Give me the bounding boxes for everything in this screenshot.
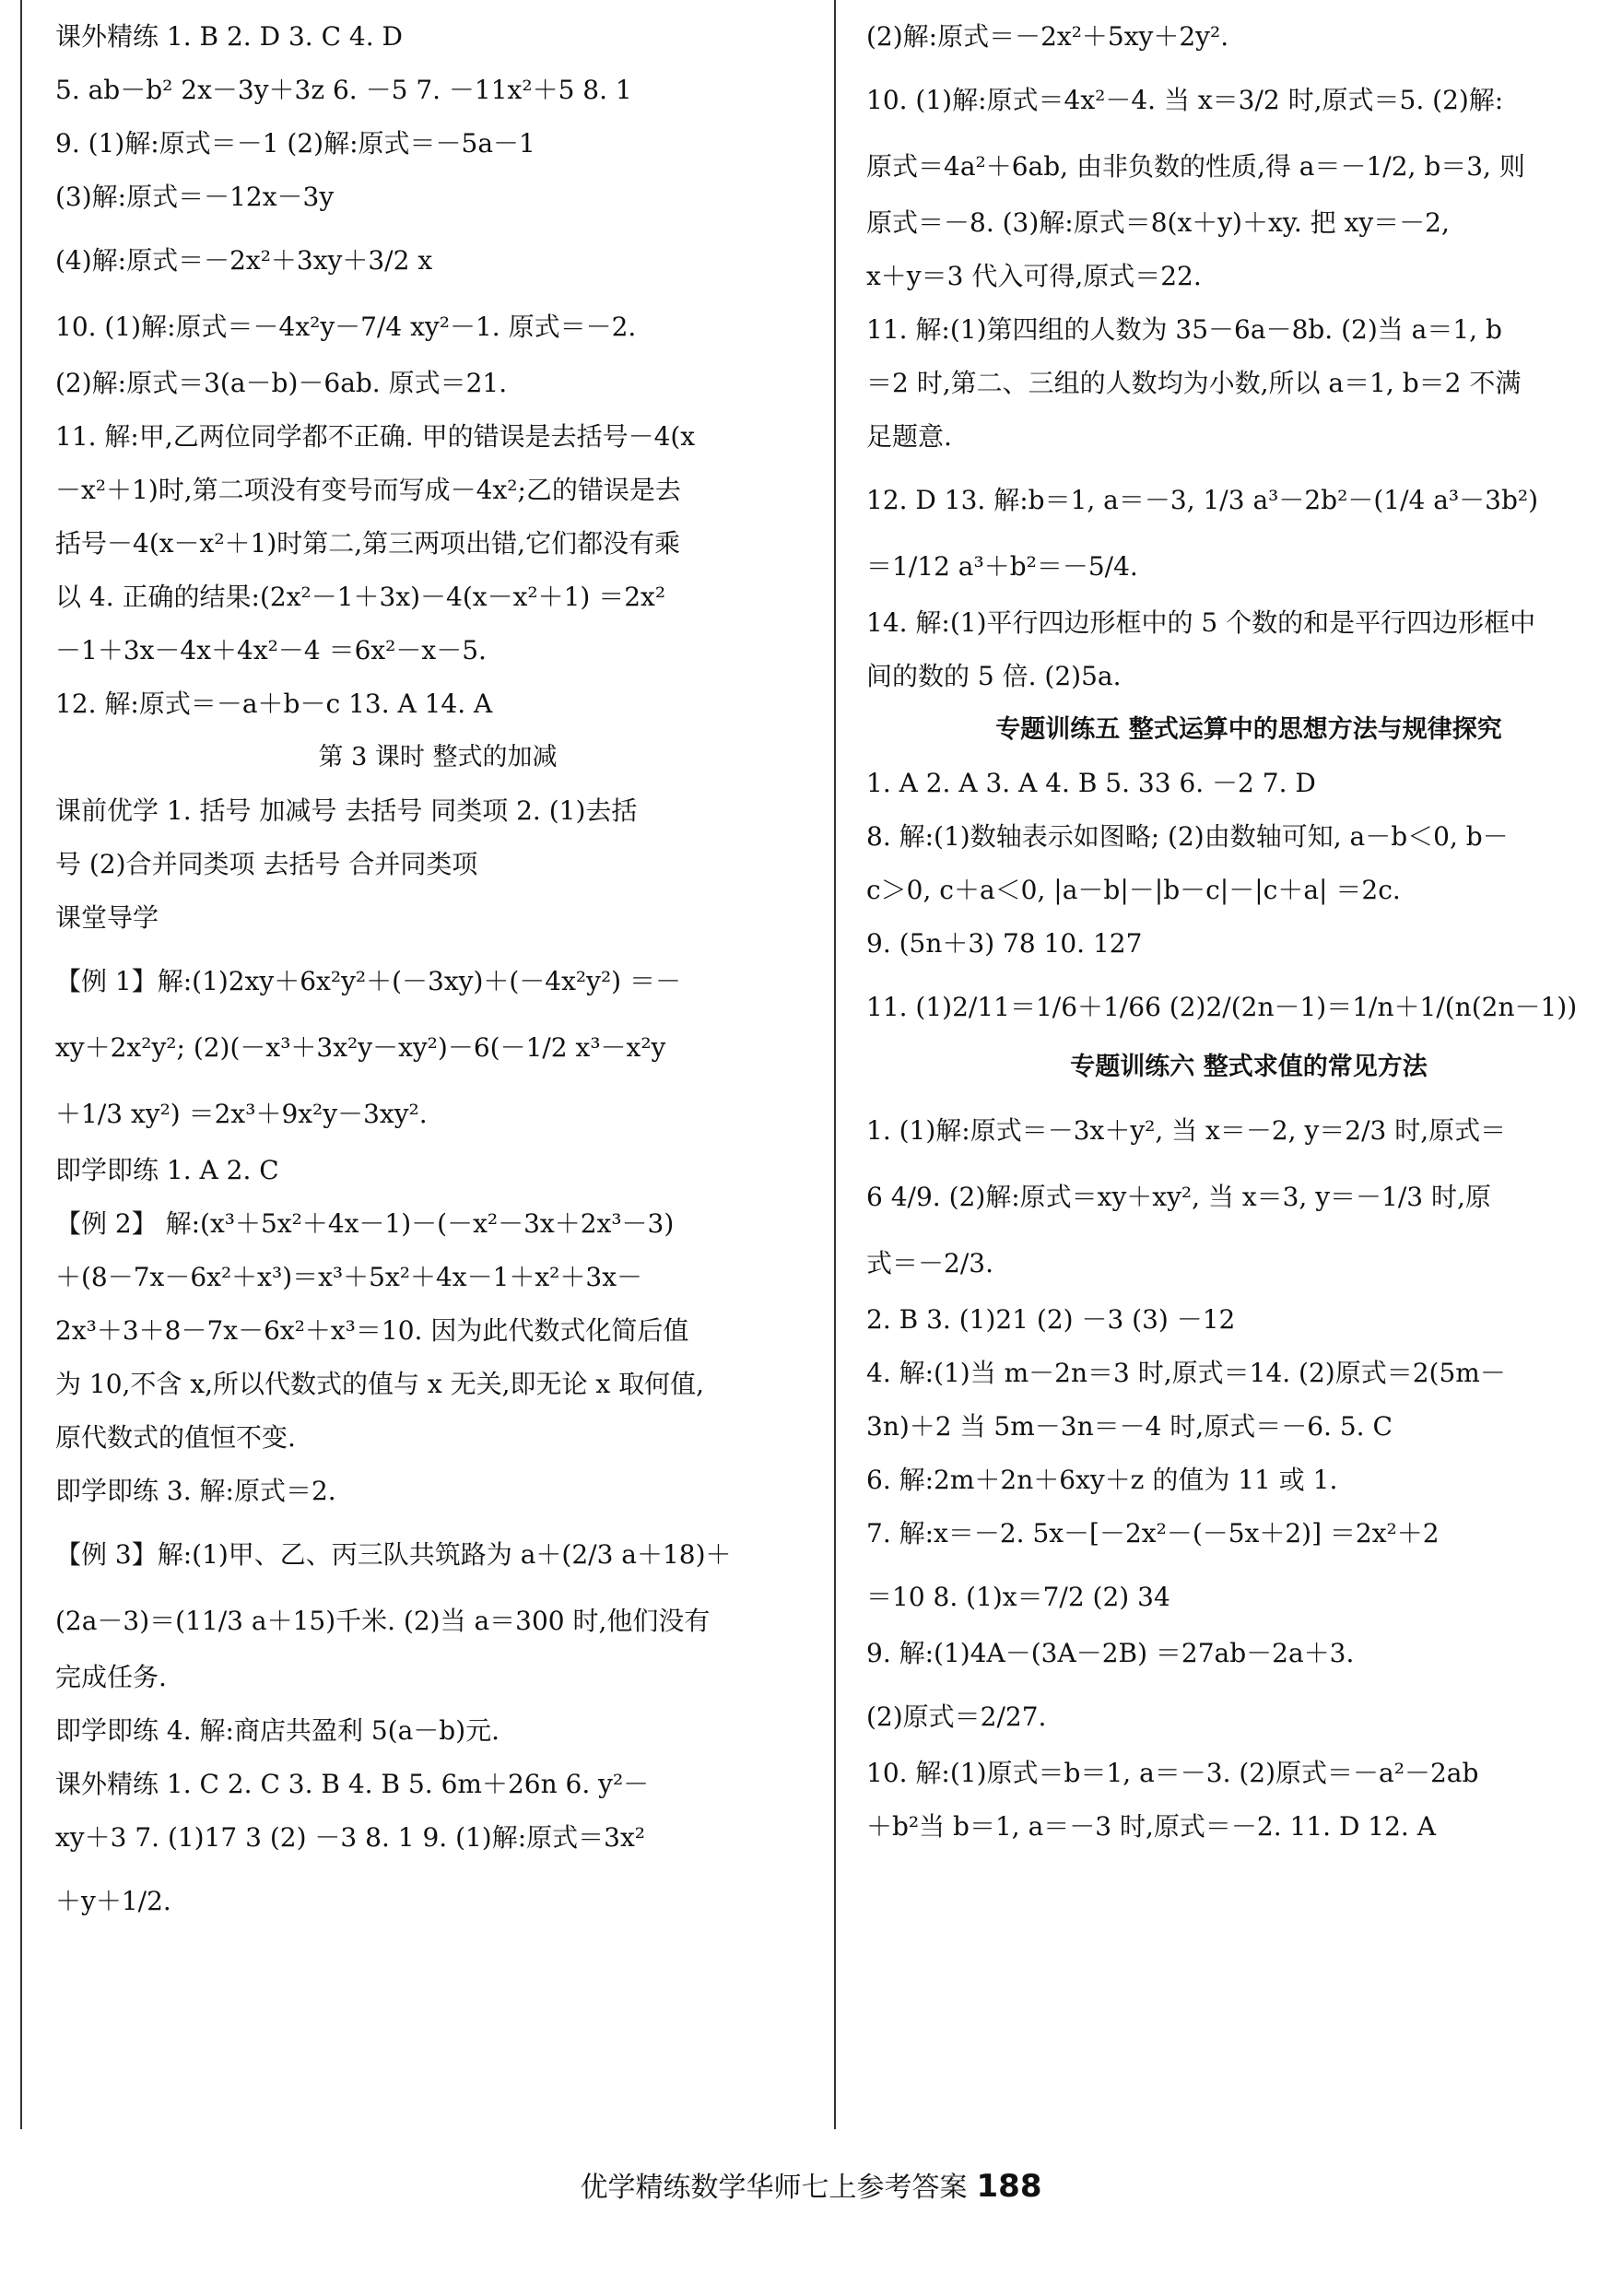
text-line: 10. 解:(1)原式＝b＝1, a＝－3. (2)原式＝－a²－2ab: [866, 1758, 1479, 1788]
text-line: 2. B 3. (1)21 (2) －3 (3) －12: [866, 1304, 1236, 1335]
text-line: 6 4/9. (2)解:原式＝xy＋xy², 当 x＝3, y＝－1/3 时,原: [866, 1182, 1491, 1212]
text-line: (2)原式＝2/27.: [866, 1701, 1047, 1732]
text-line: 【例 3】解:(1)甲、乙、丙三队共筑路为 a＋(2/3 a＋18)＋: [55, 1539, 732, 1570]
text-line: 7. 解:x＝－2. 5x－[－2x²－(－5x＋2)] ＝2x²＋2: [866, 1518, 1440, 1548]
text-line: 11. 解:甲,乙两位同学都不正确. 甲的错误是去括号－4(x: [55, 421, 696, 452]
text-line: (4)解:原式＝－2x²＋3xy＋3/2 x: [55, 245, 433, 276]
column-divider: [834, 0, 836, 2129]
text-line: 12. 解:原式＝－a＋b－c 13. A 14. A: [55, 689, 493, 719]
text-line: 12. D 13. 解:b＝1, a＝－3, 1/3 a³－2b²－(1/4 a³－3b²): [866, 485, 1539, 515]
text-line: ＝2 时,第二、三组的人数均为小数,所以 a＝1, b＝2 不满: [866, 368, 1522, 398]
text-line: 6. 解:2m＋2n＋6xy＋z 的值为 11 或 1.: [866, 1465, 1338, 1495]
text-line: 1. (1)解:原式＝－3x＋y², 当 x＝－2, y＝2/3 时,原式＝: [866, 1115, 1507, 1146]
section-heading: 专题训练六 整式求值的常见方法: [1070, 1053, 1428, 1081]
text-line: (3)解:原式＝－12x－3y: [55, 182, 335, 212]
text-line: c＞0, c＋a＜0, |a－b|－|b－c|－|c＋a| ＝2c.: [866, 875, 1401, 905]
left-column: [55, 17, 820, 1937]
text-line: ＋1/3 xy²) ＝2x³＋9x²y－3xy².: [55, 1099, 428, 1129]
text-line: ＋y＋1/2.: [55, 1886, 171, 1916]
text-line: －1＋3x－4x＋4x²－4 ＝6x²－x－5.: [55, 635, 487, 665]
text-line: ＝1/12 a³＋b²＝－5/4.: [866, 551, 1138, 582]
text-line: xy＋2x²y²; (2)(－x³＋3x²y－xy²)－6(－1/2 x³－x²y: [55, 1032, 666, 1063]
left-margin-rule: [20, 0, 22, 2129]
text-line: 9. 解:(1)4A－(3A－2B) ＝27ab－2a＋3.: [866, 1638, 1355, 1668]
section-heading: 第 3 课时 整式的加减: [318, 743, 558, 771]
text-line: 课前优学 1. 括号 加减号 去括号 同类项 2. (1)去括: [55, 795, 638, 826]
text-line: 课外精练 1. B 2. D 3. C 4. D: [55, 21, 403, 52]
text-line: 号 (2)合并同类项 去括号 合并同类项: [55, 849, 478, 879]
text-line: 为 10,不含 x,所以代数式的值与 x 无关,即无论 x 取何值,: [55, 1369, 705, 1399]
text-line: 1. A 2. A 3. A 4. B 5. 33 6. －2 7. D: [866, 768, 1316, 798]
text-line: 即学即练 1. A 2. C: [55, 1155, 279, 1185]
text-line: 【例 2】 解:(x³＋5x²＋4x－1)－(－x²－3x＋2x³－3): [55, 1208, 675, 1239]
text-line: 11. 解:(1)第四组的人数为 35－6a－8b. (2)当 a＝1, b: [866, 314, 1502, 345]
text-line: 11. (1)2/11＝1/6＋1/66 (2)2/(2n－1)＝1/n＋1/(n(2n－1)): [866, 992, 1578, 1022]
text-line: ＝10 8. (1)x＝7/2 (2) 34: [866, 1582, 1170, 1612]
text-line: 以 4. 正确的结果:(2x²－1＋3x)－4(x－x²＋1) ＝2x²: [55, 582, 666, 612]
text-line: 9. (1)解:原式＝－1 (2)解:原式＝－5a－1: [55, 128, 535, 159]
text-line: 【例 1】解:(1)2xy＋6x²y²＋(－3xy)＋(－4x²y²) ＝－: [55, 966, 682, 996]
text-line: (2)解:原式＝－2x²＋5xy＋2y².: [866, 21, 1229, 52]
text-line: 5. ab－b² 2x－3y＋3z 6. －5 7. －11x²＋5 8. 1: [55, 75, 632, 105]
text-line: 间的数的 5 倍. (2)5a.: [866, 661, 1122, 691]
text-line: 2x³＋3＋8－7x－6x²＋x³＝10. 因为此代数式化简后值: [55, 1315, 689, 1346]
page-number: 188: [976, 2168, 1042, 2205]
text-line: (2a－3)＝(11/3 a＋15)千米. (2)当 a＝300 时,他们没有: [55, 1606, 711, 1636]
text-line: 即学即练 4. 解:商店共盈利 5(a－b)元.: [55, 1715, 500, 1746]
footer-title: 优学精练数学华师七上参考答案: [580, 2172, 968, 2204]
text-line: 9. (5n＋3) 78 10. 127: [866, 928, 1143, 959]
text-line: 10. (1)解:原式＝－4x²y－7/4 xy²－1. 原式＝－2.: [55, 312, 637, 342]
text-line: －x²＋1)时,第二项没有变号而写成－4x²;乙的错误是去: [55, 475, 681, 505]
text-line: 原式＝－8. (3)解:原式＝8(x＋y)＋xy. 把 xy＝－2,: [866, 207, 1450, 238]
text-line: ＋b²当 b＝1, a＝－3 时,原式＝－2. 11. D 12. A: [866, 1811, 1436, 1842]
text-line: 3n)＋2 当 5m－3n＝－4 时,原式＝－6. 5. C: [866, 1411, 1393, 1442]
text-line: ＋(8－7x－6x²＋x³)＝x³＋5x²＋4x－1＋x²＋3x－: [55, 1262, 643, 1292]
text-line: 原式＝4a²＋6ab, 由非负数的性质,得 a＝－1/2, b＝3, 则: [866, 151, 1525, 182]
text-line: x＋y＝3 代入可得,原式＝22.: [866, 261, 1202, 291]
text-line: 课堂导学: [55, 902, 159, 933]
text-line: 括号－4(x－x²＋1)时第二,第三两项出错,它们都没有乘: [55, 528, 681, 559]
text-line: 课外精练 1. C 2. C 3. B 4. B 5. 6m＋26n 6. y²－: [55, 1769, 650, 1799]
right-column: [866, 17, 1622, 1860]
section-heading: 专题训练五 整式运算中的思想方法与规律探究: [995, 715, 1502, 744]
text-line: (2)解:原式＝3(a－b)－6ab. 原式＝21.: [55, 368, 508, 398]
text-line: 完成任务.: [55, 1662, 167, 1692]
page-footer: [0, 2164, 1622, 2205]
text-line: 14. 解:(1)平行四边形框中的 5 个数的和是平行四边形框中: [866, 607, 1536, 638]
text-line: 10. (1)解:原式＝4x²－4. 当 x＝3/2 时,原式＝5. (2)解:: [866, 85, 1504, 115]
text-line: xy＋3 7. (1)17 3 (2) －3 8. 1 9. (1)解:原式＝3x²: [55, 1822, 645, 1853]
text-line: 足题意.: [866, 421, 952, 452]
text-line: 4. 解:(1)当 m－2n＝3 时,原式＝14. (2)原式＝2(5m－: [866, 1358, 1506, 1388]
text-line: 8. 解:(1)数轴表示如图略; (2)由数轴可知, a－b＜0, b－: [866, 821, 1509, 852]
text-line: 原代数式的值恒不变.: [55, 1422, 296, 1453]
text-line: 式＝－2/3.: [866, 1248, 993, 1278]
text-line: 即学即练 3. 解:原式＝2.: [55, 1476, 336, 1506]
